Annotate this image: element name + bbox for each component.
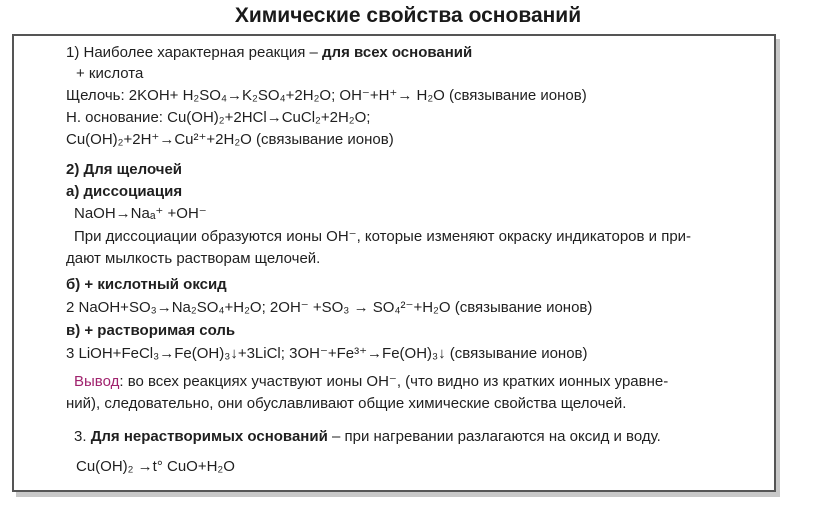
s2-a-text-1: При диссоциации образуются ионы ОН⁻, которые изменяют окраску индикаторов и при- bbox=[74, 228, 692, 245]
s3-equation: Cu(OH)₂ →t° CuO+H₂O bbox=[76, 458, 235, 475]
conclusion-line-2: ний), следовательно, они обуславливают общие химические свойства щелочей. bbox=[66, 395, 627, 412]
s2-heading: 2) Для щелочей bbox=[66, 161, 183, 178]
conclusion-line-1 bbox=[74, 373, 668, 391]
page-title: Химические свойства оснований bbox=[234, 4, 582, 27]
s1-insoluble-equation-1: Н. основание: Cu(OH)₂+2HCl→CuCl₂+2H₂O; bbox=[66, 109, 371, 126]
s2-c-heading: в) + растворимая соль bbox=[66, 322, 236, 339]
s3-heading-text: – при нагревании разлагаются на оксид и воду. bbox=[327, 428, 661, 445]
content-frame bbox=[12, 34, 776, 492]
s1-heading bbox=[66, 44, 472, 62]
conclusion-label: Вывод bbox=[74, 373, 120, 390]
conclusion-text-1: : во всех реакциях участвуют ионы ОН⁻, (что видно из кратких ионных уравне- bbox=[119, 373, 669, 390]
s2-b-heading: б) + кислотный оксид bbox=[66, 276, 227, 293]
s1-heading-bold: для всех оснований bbox=[322, 44, 473, 61]
s2-a-equation: NaOH→Naₐ⁺ +OH⁻ bbox=[74, 205, 207, 222]
s3-heading-bold: Для нерастворимых оснований bbox=[90, 428, 328, 445]
s1-plus-acid: + кислота bbox=[76, 65, 144, 82]
s1-heading-text: 1) Наиболее характерная реакция – bbox=[66, 44, 323, 61]
s3-heading-number: 3. bbox=[74, 428, 91, 445]
s2-a-text-2: дают мылкость растворам щелочей. bbox=[66, 250, 321, 267]
s3-heading bbox=[74, 428, 661, 446]
s1-alkali-equation: Щелочь: 2KOH+ H₂SO₄→K₂SO₄+2H₂O; OH⁻+H⁺→ H₂O (связывание ионов) bbox=[66, 87, 587, 104]
s2-b-equation: 2 NaOH+SO₃→Na₂SO₄+H₂O; 2OH⁻ +SO₃ → SO₄²⁻+H₂O (связывание ионов) bbox=[66, 299, 593, 316]
s2-a-heading: а) диссоциация bbox=[66, 183, 183, 200]
s2-c-equation: 3 LiOH+FeCl₃→Fe(OH)₃↓+3LiCl; 3OH⁻+Fe³⁺→Fe(OH)₃↓ (связывание ионов) bbox=[66, 345, 588, 362]
s1-insoluble-equation-2: Cu(OH)₂+2H⁺→Cu²⁺+2H₂O (связывание ионов) bbox=[66, 131, 394, 148]
